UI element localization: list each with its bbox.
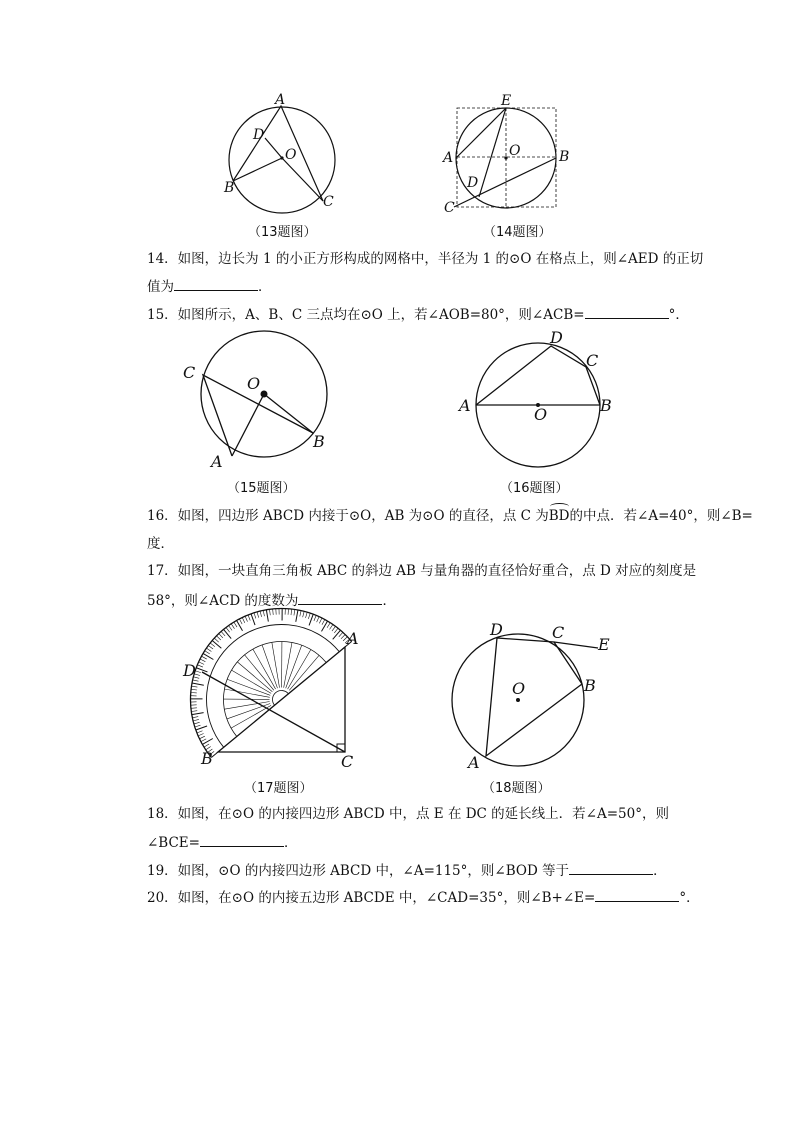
protractor-tick (224, 629, 232, 638)
protractor-tick (201, 656, 206, 659)
protractor-center-mark (273, 691, 289, 706)
protractor-tick (319, 618, 322, 623)
protractor-tick (314, 615, 316, 621)
fig16-label-b: B (600, 396, 612, 415)
protractor-tick (214, 638, 218, 642)
protractor-tick (200, 659, 205, 662)
protractor-tick (206, 648, 211, 651)
protractor-tick (191, 708, 197, 709)
protractor-tick (221, 631, 225, 635)
question-20 (147, 887, 700, 907)
q18-prefix: ∠BCE= (147, 835, 200, 851)
protractor-tick (212, 641, 221, 649)
protractor-tick (196, 726, 207, 730)
protractor-outer-arc (191, 609, 352, 758)
q17-prefix: 58°，则∠ACD 的度数为 (147, 593, 299, 609)
fig13-label-d: D (253, 127, 265, 143)
protractor-tick (191, 711, 197, 712)
question-14-line2 (147, 276, 272, 296)
protractor-tick (296, 610, 298, 622)
fig18-center-dot (516, 698, 520, 702)
protractor-tick (191, 689, 197, 690)
fig16-label-c: C (586, 351, 599, 370)
fig18-label-b: B (584, 676, 596, 695)
protractor-tick (202, 739, 212, 745)
protractor-tick (192, 713, 204, 715)
fig16-label-d: D (550, 328, 563, 347)
protractor-tick (321, 621, 327, 631)
protractor-tick (226, 627, 230, 632)
q17-answer-blank[interactable] (298, 590, 382, 605)
question-15 (147, 304, 689, 324)
fig15-label-c: C (183, 363, 196, 382)
protractor-ray (286, 645, 302, 688)
q16-arc-bd: BD (548, 508, 570, 524)
protractor-tick (330, 624, 333, 629)
q18-suffix: ． (283, 835, 298, 851)
fig16-quad (476, 346, 600, 405)
question-16-line2: 度． (147, 536, 174, 552)
protractor-tick (195, 671, 201, 673)
protractor-tick (195, 725, 201, 727)
protractor-tick (242, 617, 245, 622)
figure-14 (440, 92, 580, 217)
fig14-label-b: B (559, 149, 570, 165)
q20-prefix: 20．如图，在⊙O 的内接五边形 ABCDE 中，∠CAD=35°，则∠B+∠E= (147, 890, 596, 906)
protractor-tick (204, 744, 209, 747)
protractor-tick (208, 645, 213, 649)
fig17-label-b: B (201, 749, 213, 768)
fig18-extension-ce (554, 642, 598, 648)
protractor-tick (197, 731, 203, 733)
q19-answer-blank[interactable] (569, 860, 653, 875)
protractor-tick (308, 613, 310, 619)
fig14-label-a: A (443, 150, 454, 166)
caption-14: （14题图） (483, 225, 552, 240)
protractor-tick (191, 686, 197, 687)
protractor-tick (309, 614, 313, 625)
protractor-tick (254, 613, 256, 619)
protractor-tick (339, 632, 343, 636)
protractor-tick (197, 665, 203, 667)
protractor-tick (196, 668, 207, 672)
fig13-center-dot (280, 156, 283, 159)
fig16-label-o: O (534, 405, 548, 424)
fig18-label-o: O (512, 679, 526, 698)
caption-16: （16题图） (500, 481, 569, 496)
protractor-tick (193, 680, 199, 681)
protractor-ray (262, 645, 277, 688)
fig18-label-e: E (598, 635, 610, 654)
protractor-tick (199, 662, 204, 664)
protractor-tick (317, 617, 319, 622)
fig15-label-a: A (211, 452, 223, 471)
protractor-tick (234, 622, 237, 627)
protractor-tick (341, 635, 345, 639)
fig13-label-c: C (323, 194, 334, 210)
protractor-tick (266, 610, 268, 622)
fig15-label-b: B (313, 432, 325, 451)
fig14-label-e: E (501, 93, 512, 109)
question-16-line1 (147, 507, 753, 525)
protractor-tick (303, 611, 304, 617)
protractor-inner-arc (224, 642, 327, 737)
caption-15: （15题图） (227, 481, 296, 496)
fig15-label-o: O (247, 374, 261, 393)
caption-18: （18题图） (482, 781, 551, 796)
protractor-tick (231, 624, 234, 629)
protractor-tick (193, 719, 199, 720)
protractor-tick (294, 609, 295, 615)
protractor-ray (227, 679, 270, 695)
fig17-label-d: D (183, 661, 196, 680)
q16-suffix: 的中点．若∠A=40°，则∠B= (569, 508, 753, 524)
protractor-ray (224, 689, 269, 697)
fig15-center-dot (261, 391, 268, 398)
q20-answer-blank[interactable] (595, 887, 679, 902)
protractor-tick (194, 722, 200, 724)
protractor-tick (239, 619, 242, 624)
protractor-tick (334, 628, 338, 633)
q20-suffix: °． (679, 890, 700, 906)
q18-answer-blank[interactable] (200, 832, 284, 847)
fig17-line-dc (202, 672, 345, 752)
protractor-tick (245, 616, 247, 621)
fig18-label-d: D (490, 620, 503, 639)
q19-suffix: ． (653, 863, 667, 879)
q15-answer-blank[interactable] (585, 304, 669, 319)
q14-suffix: ． (258, 279, 272, 295)
q16-prefix: 16．如图，四边形 ABCD 内接于⊙O，AB 为⊙O 的直径，点 C 为 (147, 508, 549, 524)
protractor-tick (269, 609, 270, 615)
question-19 (147, 860, 667, 880)
question-18-line2 (147, 832, 297, 852)
protractor-tick (198, 734, 203, 736)
fig16-label-a: A (459, 396, 471, 415)
protractor-tick (333, 630, 341, 639)
protractor-tick (205, 651, 210, 654)
fig14-label-c: C (444, 200, 455, 216)
q17-suffix: ． (382, 593, 396, 609)
fig18-label-a: A (468, 753, 480, 772)
fig14-center-dot (504, 156, 507, 159)
q15-prefix: 15．如图所示，A、B、C 三点均在⊙O 上，若∠AOB=80°，则∠ACB= (147, 307, 585, 323)
fig13-label-b: B (224, 180, 235, 196)
protractor-tick (210, 643, 215, 647)
fig15-radii (232, 394, 313, 456)
protractor-tick (229, 625, 232, 630)
q19-prefix: 19．如图，⊙O 的内接四边形 ABCD 中，∠A=115°，则∠BOD 等于 (147, 863, 570, 879)
protractor-tick (306, 612, 308, 618)
protractor-tick (237, 620, 243, 630)
figure-17 (180, 612, 365, 772)
protractor-tick (203, 653, 213, 659)
fig17-label-a: A (347, 629, 359, 648)
q14-answer-blank[interactable] (174, 276, 258, 291)
question-17-line2 (147, 590, 396, 610)
figure-16 (455, 325, 620, 475)
figure-18 (448, 622, 618, 772)
question-14-line1: 14．如图，边长为 1 的小正方形构成的网格中，半径为 1 的⊙O 在格点上，则∠AED 的正切 (147, 251, 704, 267)
protractor-tick (300, 611, 301, 617)
protractor-tick (192, 717, 198, 718)
protractor-tick (199, 736, 204, 739)
fig14-label-o: O (509, 143, 521, 159)
caption-13: （13题图） (248, 225, 317, 240)
fig17-label-c: C (341, 752, 354, 771)
protractor-tick (260, 611, 261, 617)
fig18-label-c: C (552, 623, 565, 642)
protractor (191, 609, 352, 758)
protractor-ray (284, 642, 292, 687)
protractor-tick (219, 634, 223, 638)
fig13-label-o: O (285, 147, 297, 163)
protractor-tick (251, 614, 255, 625)
question-18-line1: 18．如图，在⊙O 的内接四边形 ABCD 中，点 E 在 DC 的延长线上．若∠A=50°，则 (147, 806, 669, 822)
protractor-tick (217, 636, 221, 640)
fig14-label-d: D (467, 175, 479, 191)
figure-13 (220, 90, 360, 215)
caption-17: （17题图） (244, 781, 313, 796)
q15-suffix: °． (668, 307, 689, 323)
figure-15 (175, 325, 335, 475)
protractor-tick (322, 619, 325, 624)
question-17-line1: 17．如图，一块直角三角板 ABC 的斜边 AB 与量角器的直径恰好重合，点 D 对应的刻度是 (147, 563, 697, 579)
protractor-tick (192, 683, 204, 685)
protractor-tick (327, 623, 330, 628)
protractor-tick (201, 739, 206, 742)
q14-prefix: 值为 (147, 279, 174, 295)
protractor-tick (332, 626, 336, 631)
protractor-tick (263, 610, 264, 616)
protractor-tick (257, 612, 259, 618)
protractor-tick (248, 615, 250, 621)
protractor-ray (272, 642, 280, 687)
fig13-label-a: A (275, 92, 286, 108)
